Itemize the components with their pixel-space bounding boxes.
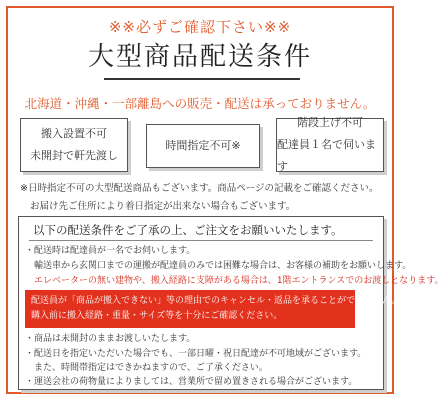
condition-item-warning: エレベーターの無い建物や、搬入経路に支障がある場合は、1階エントランスでのお渡しとなります。 (25, 276, 444, 286)
note-line: お届け先ご住所により着日指定が出来ない場合もございます。 (30, 201, 296, 212)
conditions-panel (18, 216, 444, 390)
warning-line: 配送員が「商品が搬入できない」等の理由でのキャンセル・返品を承ることができません。 (31, 296, 401, 306)
title-underline (104, 78, 300, 80)
panel-title: 以下の配送条件をご了承の上、ご注文をお願いいたします。 (33, 223, 343, 237)
condition-box-line: 階段上げ不可 (297, 116, 363, 129)
note-line: ※日時指定不可の大型配送商品もございます。商品ページの記載をご確認ください。 (20, 183, 379, 194)
region-restriction-notice: 北海道・沖縄・一部離島への販売・配送は承っておりません。 (24, 96, 376, 111)
page-title: 大型商品配送条件 (87, 42, 312, 72)
condition-item: また、時間帯指定はできかねますので、ご了承ください。 (25, 363, 268, 373)
delivery-conditions-card (6, 6, 444, 394)
condition-box-line: 配達員１名で伺います (277, 138, 376, 173)
warning-line: 購入前に搬入経路・重量・サイズ等を十分にご確認ください。 (31, 311, 283, 321)
condition-item: ・運送会社の荷物量によりましては、営業所で留め置きされる場合がございます。 (25, 377, 358, 387)
cancellation-warning-box (25, 290, 401, 328)
condition-item: 輸送車から玄関口までの運搬が配達員のみでは困難な場合は、お客様の補助をお願いします。 (25, 261, 412, 271)
condition-box-time (146, 124, 260, 168)
condition-box-line: 未開封で軒先渡し (30, 149, 118, 162)
condition-box-line: 搬入設置不可 (41, 127, 107, 140)
condition-box-line: 時間指定不可※ (165, 139, 241, 152)
caution-heading: ※※必ずご確認下さい※※ (108, 18, 292, 36)
date-note (20, 180, 390, 216)
condition-item: ・商品は未開封のままお渡しいたします。 (25, 334, 196, 344)
condition-item: ・配送日を指定いただいた場合でも、一部日曜・祝日配達が不可地域がございます。 (25, 349, 367, 359)
panel-divider (29, 240, 373, 241)
condition-box-stairs (276, 118, 384, 172)
condition-item: ・配送時は配達員が一名でお伺いします。 (25, 246, 196, 256)
condition-box-installation (20, 118, 128, 172)
